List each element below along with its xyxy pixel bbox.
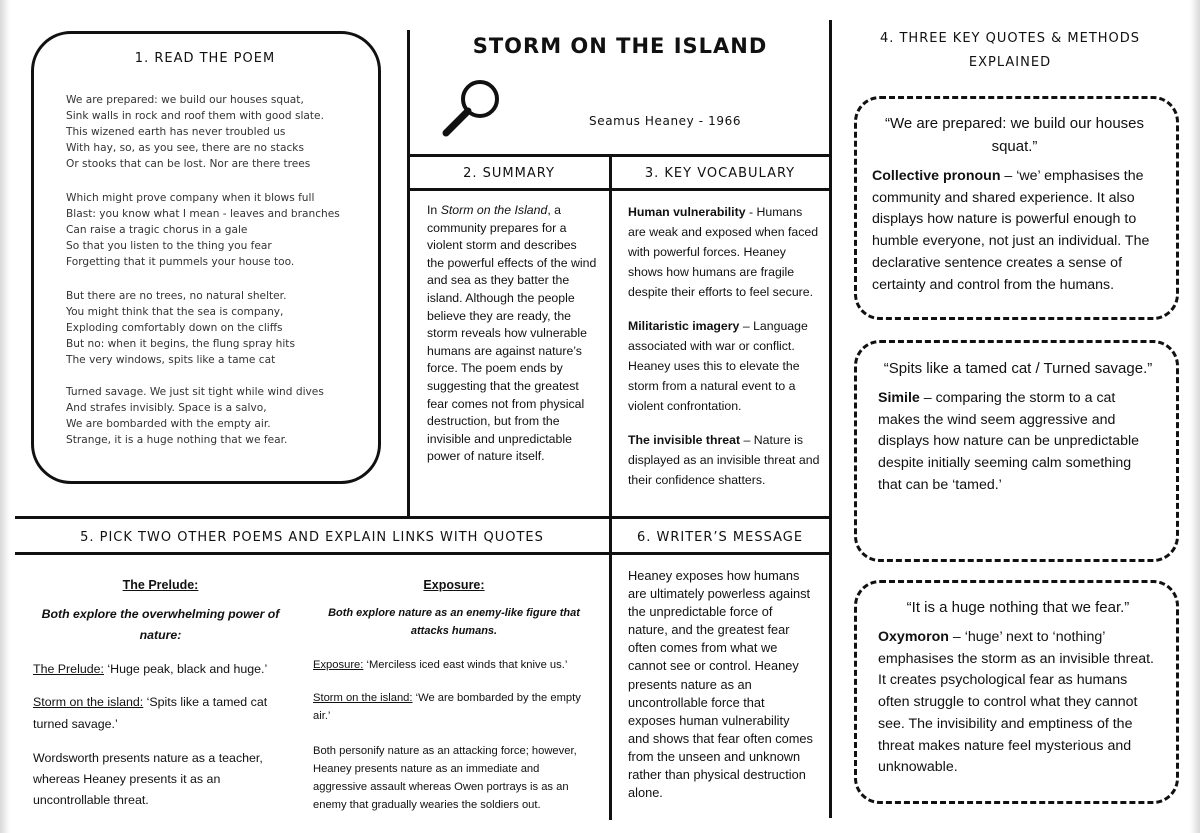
link-poem-right bbox=[313, 576, 595, 814]
divider-under-title bbox=[408, 154, 832, 157]
quote-explanation: Oxymoron – ‘huge’ next to ‘nothing’ emphasises the storm as an invisible threat. It creates psychological fear as humans often struggle to control what they cannot see. The invisibility and emptiness of the threat makes nature feel mysterious and unknowable. bbox=[878, 629, 1154, 776]
poem-line: But no: when it begins, the flung spray hits bbox=[66, 338, 295, 350]
section6-heading: 6. WRITER’S MESSAGE bbox=[636, 530, 804, 545]
quote-text: “Spits like a tamed cat / Turned savage.” bbox=[883, 360, 1153, 377]
link-quote: Storm on the island: ‘Spits like a tamed cat turned savage.’ bbox=[33, 695, 268, 731]
divider-vertical-middle bbox=[609, 156, 612, 820]
link-poem-left bbox=[33, 576, 288, 811]
vocab-item: The invisible threat – Nature is displayed as an invisible threat and their confidence shatters. bbox=[628, 433, 820, 487]
quote-text: “It is a huge nothing that we fear.” bbox=[906, 599, 1130, 616]
page-title: STORM ON THE ISLAND bbox=[472, 34, 768, 58]
vocab-item: Militaristic imagery – Language associated with war or conflict. Heaney uses this to elevate the storm from a natural event to a violent confrontation. bbox=[628, 319, 808, 413]
poem-line: The very windows, spits like a tame cat bbox=[66, 354, 276, 366]
link-poem-title: The Prelude: bbox=[122, 578, 199, 592]
poem-author: Seamus Heaney - 1966 bbox=[589, 114, 742, 128]
key-vocabulary-list bbox=[628, 202, 823, 504]
poem-line: Strange, it is a huge nothing that we fear. bbox=[66, 434, 288, 446]
poem-line: Turned savage. We just sit tight while wind dives bbox=[66, 386, 324, 398]
magnifying-glass-icon bbox=[440, 74, 508, 138]
divider-above-section-5 bbox=[15, 516, 832, 519]
link-poem-title: Exposure: bbox=[423, 578, 485, 592]
page-edge-left bbox=[0, 0, 10, 833]
link-comparison: Both personify nature as an attacking force; however, Heaney presents nature as an immediate and aggressive assault whereas Owen portrays is as an enemy that gradually wearies the soldiers out. bbox=[313, 745, 577, 811]
section1-heading: 1. READ THE POEM bbox=[134, 51, 276, 66]
writers-message-text: Heaney exposes how humans are ultimately powerless against the unpredictable force of nature, and the greatest fear often comes from what we cannot see or control. Heaney presents nature as an uncontrollable force that exposes human vulnerability and shows that fear often comes from the unseen and unknown rather than physical destruction alone. bbox=[628, 568, 813, 801]
poem-stanza bbox=[66, 384, 324, 448]
divider-vertical-left bbox=[407, 30, 410, 518]
poem-line: Exploding comfortably down on the cliffs bbox=[66, 322, 283, 334]
poem-stanza bbox=[66, 288, 295, 368]
page-edge-right bbox=[1190, 0, 1200, 833]
link-quote: The Prelude: ‘Huge peak, black and huge.’ bbox=[33, 662, 268, 676]
vocab-item: Human vulnerability - Humans are weak and exposed when faced with powerful forces. Heaney shows how humans are fragile despite their efforts to feel secure. bbox=[628, 205, 819, 299]
poem-line: You might think that the sea is company, bbox=[66, 306, 284, 318]
quote-card-2 bbox=[878, 357, 1158, 497]
link-statement: Both explore nature as an enemy-like figure that attacks humans. bbox=[328, 607, 580, 637]
link-quote: Storm on the island: ‘We are bombarded by the empty air.’ bbox=[313, 692, 581, 722]
link-quote: Exposure: ‘Merciless iced east winds that knive us.’ bbox=[313, 659, 568, 671]
summary-text: In Storm on the Island, a community prepares for a violent storm and describes the powerful effects of the wind and sea as they batter the island. Although the people believe they are ready, the storm reveals how vulnerable humans are against nature’s force. The poem ends by suggesting that the greatest fear comes not from physical destruction, but from the invisible and unpredictable power of nature itself. bbox=[427, 203, 597, 464]
section5-heading: 5. PICK TWO OTHER POEMS AND EXPLAIN LINKS WITH QUOTES bbox=[80, 530, 544, 545]
quote-card-3 bbox=[878, 596, 1158, 779]
quote-explanation: Simile – comparing the storm to a cat makes the wind seem aggressive and displays how nature can be unpredictable despite initially seeming calm something that can be ‘tamed.’ bbox=[878, 390, 1140, 493]
section4-heading: 4. THREE KEY QUOTES & METHODS EXPLAINED bbox=[879, 31, 1141, 70]
poem-stanza bbox=[66, 92, 324, 172]
poem-line: Sink walls in rock and roof them with good slate. bbox=[66, 110, 324, 122]
poem-line: But there are no trees, no natural shelter. bbox=[66, 290, 287, 302]
poem-line: This wizened earth has never troubled us bbox=[66, 126, 286, 138]
poem-line: So that you listen to the thing you fear bbox=[66, 240, 272, 252]
poem-line: With hay, so, as you see, there are no stacks bbox=[66, 142, 304, 154]
divider-under-headings-5-6 bbox=[15, 552, 832, 555]
poem-line: Which might prove company when it blows full bbox=[66, 192, 315, 204]
poem-line: We are bombarded with the empty air. bbox=[66, 418, 271, 430]
divider-under-headings-2-3 bbox=[408, 188, 832, 191]
divider-vertical-right bbox=[829, 20, 832, 818]
link-statement: Both explore the overwhelming power of nature: bbox=[41, 607, 280, 642]
poem-line: Forgetting that it pummels your house too. bbox=[66, 256, 295, 268]
section2-heading: 2. SUMMARY bbox=[463, 166, 555, 181]
poem-line: Or stooks that can be lost. Nor are there trees bbox=[66, 158, 311, 170]
poem-line: We are prepared: we build our houses squat, bbox=[66, 94, 304, 106]
link-comparison: Wordsworth presents nature as a teacher, whereas Heaney presents it as an uncontrollable threat. bbox=[33, 751, 263, 807]
quote-card-1 bbox=[872, 112, 1157, 296]
section3-heading: 3. KEY VOCABULARY bbox=[644, 166, 796, 181]
poem-stanza bbox=[66, 190, 340, 270]
poem-line: Can raise a tragic chorus in a gale bbox=[66, 224, 248, 236]
poem-line: And strafes invisibly. Space is a salvo, bbox=[66, 402, 267, 414]
poem-line: Blast: you know what I mean - leaves and branches bbox=[66, 208, 340, 220]
quote-text: “We are prepared: we build our houses squat.” bbox=[884, 115, 1145, 155]
quote-explanation: Collective pronoun – ‘we’ emphasises the community and shared experience. It also displays how nature is powerful enough to humble everyone, not just an individual. The declarative sentence creates a sense of certainty and control from the humans. bbox=[872, 168, 1150, 293]
